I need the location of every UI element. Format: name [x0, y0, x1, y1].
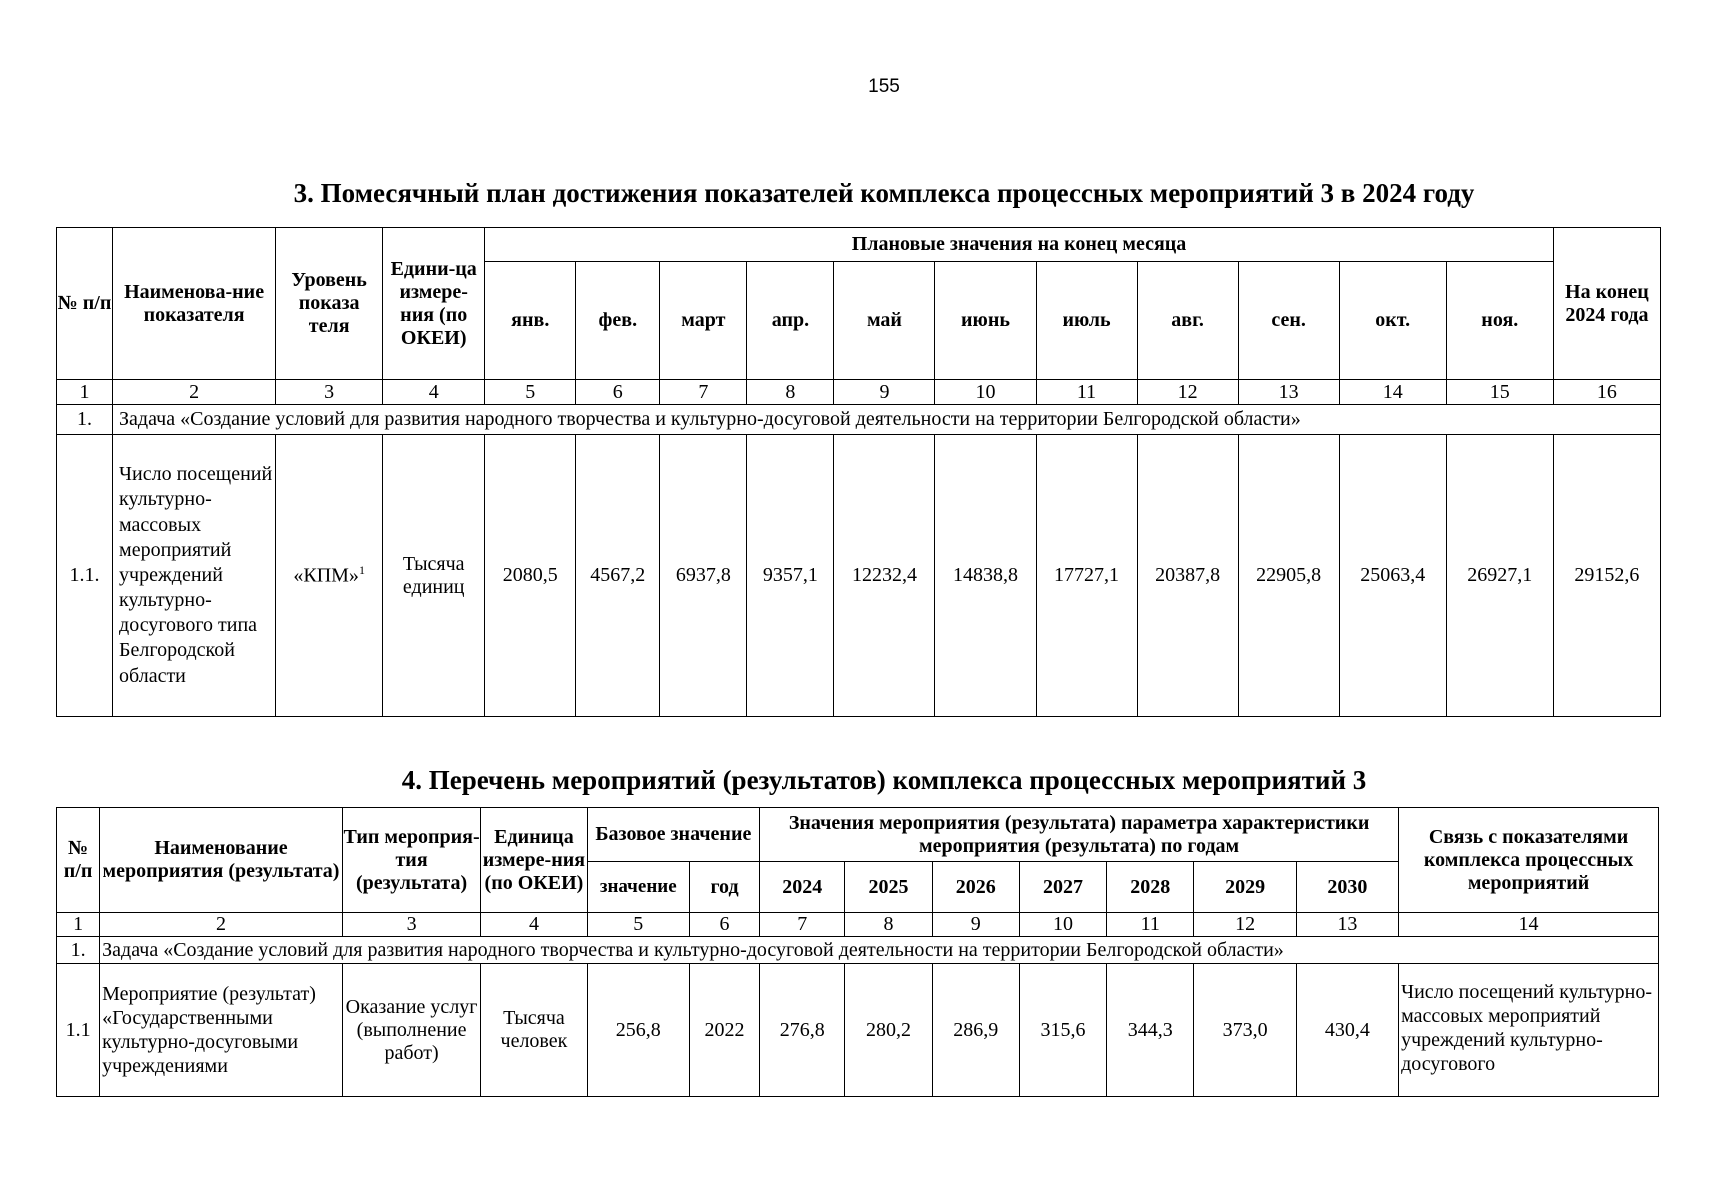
column-number: 15 [1446, 380, 1553, 405]
row-number: 1.1 [57, 964, 100, 1097]
measure-name: Мероприятие (результат) «Государственными культурно-досуговыми учреждениями [100, 964, 343, 1097]
column-number: 3 [342, 913, 480, 937]
year-value: 373,0 [1194, 964, 1296, 1097]
indicator-unit: Тысяча единиц [383, 435, 485, 717]
year-value: 280,2 [845, 964, 932, 1097]
task-number: 1. [57, 937, 100, 964]
col-unit-header: Единица измере-ния (по ОКЕИ) [481, 808, 587, 913]
column-number: 12 [1137, 380, 1238, 405]
column-number: 12 [1194, 913, 1296, 937]
month-header: март [660, 262, 747, 380]
column-number: 14 [1339, 380, 1446, 405]
month-header: янв. [485, 262, 576, 380]
column-number: 5 [485, 380, 576, 405]
year-value: 315,6 [1019, 964, 1106, 1097]
column-number: 14 [1399, 913, 1659, 937]
month-value: 25063,4 [1339, 435, 1446, 717]
page-number: 155 [868, 76, 900, 97]
col-name-header: Наименование мероприятия (результата) [100, 808, 343, 913]
month-value: 9357,1 [747, 435, 834, 717]
col-no-header: № п/п [57, 808, 100, 913]
month-header: июль [1036, 262, 1137, 380]
task-text: Задача «Создание условий для развития народного творчества и культурно-досуговой деятельности на территории Белгородской области» [100, 937, 1659, 964]
year-header: 2030 [1296, 862, 1398, 913]
month-value: 22905,8 [1238, 435, 1339, 717]
col-end-header: На конец 2024 года [1553, 228, 1660, 380]
month-value: 20387,8 [1137, 435, 1238, 717]
base-value: 256,8 [587, 964, 689, 1097]
linked-indicator: Число посещений культурно-массовых мероприятий учреждений культурно-досугового [1399, 964, 1659, 1097]
col-type-header: Тип мероприя-тия (результата) [342, 808, 480, 913]
section4-title: 4. Перечень мероприятий (результатов) комплекса процессных мероприятий 3 [401, 765, 1367, 795]
measure-row [57, 964, 1659, 1097]
month-value: 17727,1 [1036, 435, 1137, 717]
year-value: 276,8 [760, 964, 845, 1097]
month-value: 4567,2 [576, 435, 660, 717]
column-number: 7 [660, 380, 747, 405]
row-number: 1.1. [57, 435, 113, 717]
section3-title: 3. Помесячный план достижения показателей комплекса процессных мероприятий 3 в 2024 году [293, 178, 1475, 208]
col-unit-header: Едини-ца измере-ния (по ОКЕИ) [383, 228, 485, 380]
column-number: 10 [1019, 913, 1106, 937]
col-level-header: Уровень показа теля [276, 228, 383, 380]
year-value: 344,3 [1107, 964, 1194, 1097]
column-number: 10 [935, 380, 1036, 405]
month-header: апр. [747, 262, 834, 380]
task-row [57, 937, 1659, 964]
column-number: 11 [1107, 913, 1194, 937]
month-header: сен. [1238, 262, 1339, 380]
month-header: окт. [1339, 262, 1446, 380]
col-name-header: Наименова-ние показателя [113, 228, 276, 380]
year-header: 2026 [932, 862, 1019, 913]
column-number: 9 [932, 913, 1019, 937]
month-value: 12232,4 [834, 435, 935, 717]
column-number: 13 [1296, 913, 1398, 937]
month-header: июнь [935, 262, 1036, 380]
base-value-subheader: значение [587, 862, 689, 913]
year-value: 286,9 [932, 964, 1019, 1097]
measure-type: Оказание услуг (выполнение работ) [342, 964, 480, 1097]
column-number: 6 [576, 380, 660, 405]
measures-table [56, 807, 1659, 1097]
column-number: 3 [276, 380, 383, 405]
indicator-name: Число посещений культурно-массовых мероприятий учреждений культурно-досугового типа Белгородской области [113, 435, 276, 717]
planned-values-header: Плановые значения на конец месяца [485, 228, 1554, 262]
month-value: 6937,8 [660, 435, 747, 717]
column-number: 2 [100, 913, 343, 937]
column-number: 1 [57, 380, 113, 405]
footnote-mark: 1 [358, 562, 365, 577]
task-row [57, 405, 1661, 435]
month-value: 26927,1 [1446, 435, 1553, 717]
column-number: 9 [834, 380, 935, 405]
base-year: 2022 [689, 964, 759, 1097]
header-row [57, 808, 1659, 862]
year-header: 2025 [845, 862, 932, 913]
year-header: 2027 [1019, 862, 1106, 913]
column-number: 8 [747, 380, 834, 405]
month-header: ноя. [1446, 262, 1553, 380]
col-no-header: № п/п [57, 228, 113, 380]
month-header: фев. [576, 262, 660, 380]
column-number: 2 [113, 380, 276, 405]
values-by-year-header: Значения мероприятия (результата) параметра характеристики мероприятия (результата) по годам [760, 808, 1399, 862]
month-header: авг. [1137, 262, 1238, 380]
header-row [57, 228, 1661, 262]
measure-unit: Тысяча человек [481, 964, 587, 1097]
column-number-row [57, 913, 1659, 937]
level-text: «КПМ» [293, 564, 359, 587]
column-number: 13 [1238, 380, 1339, 405]
year-header: 2024 [760, 862, 845, 913]
column-number: 4 [481, 913, 587, 937]
year-header: 2028 [1107, 862, 1194, 913]
col-link-header: Связь с показателями комплекса процессных мероприятий [1399, 808, 1659, 913]
column-number: 4 [383, 380, 485, 405]
month-value: 14838,8 [935, 435, 1036, 717]
year-header: 2029 [1194, 862, 1296, 913]
indicator-row [57, 435, 1661, 717]
month-header: май [834, 262, 935, 380]
column-number: 5 [587, 913, 689, 937]
base-value-header: Базовое значение [587, 808, 760, 862]
column-number: 16 [1553, 380, 1660, 405]
indicator-level [276, 435, 383, 717]
column-number: 1 [57, 913, 100, 937]
base-year-subheader: год [689, 862, 759, 913]
column-number: 6 [689, 913, 759, 937]
task-text: Задача «Создание условий для развития народного творчества и культурно-досуговой деятельности на территории Белгородской области» [113, 405, 1661, 435]
column-number: 8 [845, 913, 932, 937]
year-value: 430,4 [1296, 964, 1398, 1097]
column-number: 7 [760, 913, 845, 937]
monthly-plan-table [56, 227, 1661, 717]
column-number-row [57, 380, 1661, 405]
month-value: 2080,5 [485, 435, 576, 717]
column-number: 11 [1036, 380, 1137, 405]
task-number: 1. [57, 405, 113, 435]
year-end-value: 29152,6 [1553, 435, 1660, 717]
